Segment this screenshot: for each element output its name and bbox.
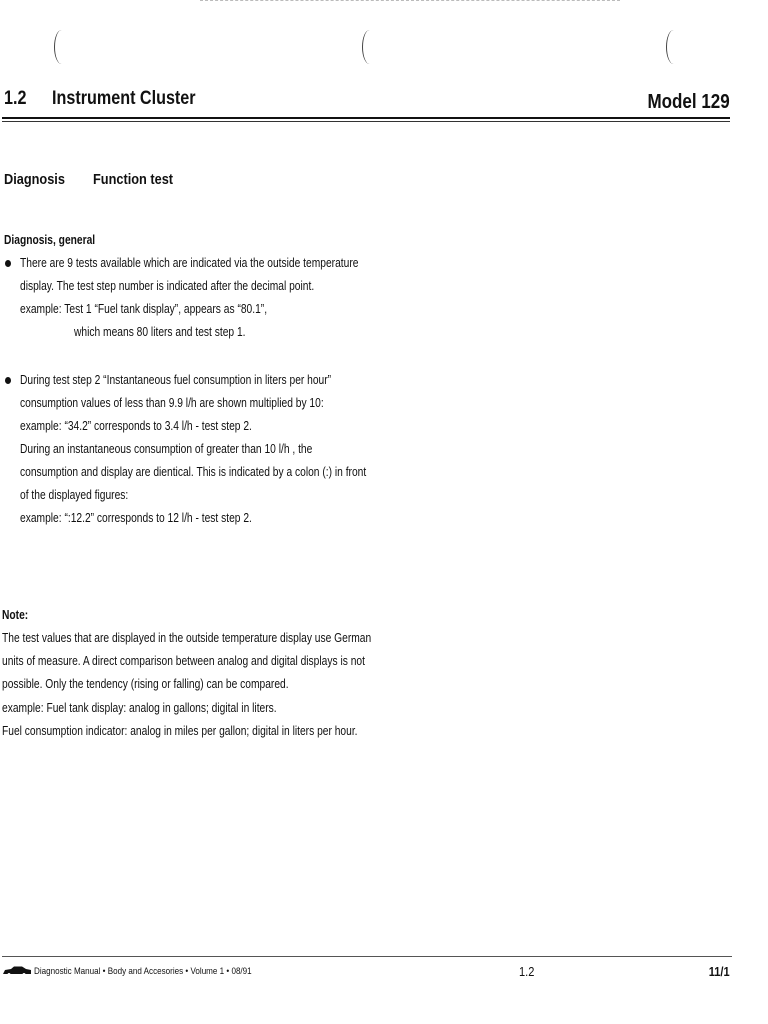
note-heading: Note: xyxy=(2,608,29,622)
binder-punch-mark xyxy=(362,30,377,64)
section-title: Instrument Cluster xyxy=(52,88,196,109)
bullet-icon xyxy=(5,377,11,384)
function-test-heading: Function test xyxy=(93,171,174,188)
model-label: Model 129 xyxy=(647,91,730,113)
body-line: consumption and display are dientical. This is indicated by a colon (:) in front xyxy=(20,465,367,479)
body-line: example: “34.2” corresponds to 3.4 l/h - test step 2. xyxy=(20,419,252,433)
body-line: example: Test 1 “Fuel tank display”, appears as “80.1”, xyxy=(20,302,268,316)
binder-punch-mark xyxy=(666,30,681,64)
body-line: During test step 2 “Instantaneous fuel consumption in liters per hour” xyxy=(20,373,332,387)
body-line: of the displayed figures: xyxy=(20,488,129,502)
body-line: example: “:12.2” corresponds to 12 l/h - test step 2. xyxy=(20,511,252,525)
header-rule xyxy=(2,117,730,119)
footer-rule xyxy=(2,956,732,957)
note-line: possible. Only the tendency (rising or falling) can be compared. xyxy=(2,677,289,691)
diagnosis-heading: Diagnosis xyxy=(4,171,65,188)
header-rule-thin xyxy=(2,121,730,122)
body-line: display. The test step number is indicated after the decimal point. xyxy=(20,279,315,293)
footer-manual-title: Diagnostic Manual • Body and Accesories • Volume 1 • 08/91 xyxy=(34,966,252,977)
section-number: 1.2 xyxy=(4,88,27,109)
body-line: There are 9 tests available which are indicated via the outside temperature xyxy=(20,256,359,270)
body-line: consumption values of less than 9.9 l/h are shown multiplied by 10: xyxy=(20,396,324,410)
scan-artifact-line xyxy=(200,0,620,2)
note-line: example: Fuel tank display: analog in gallons; digital in liters. xyxy=(2,701,277,715)
note-line: units of measure. A direct comparison between analog and digital displays is not xyxy=(2,654,365,668)
body-line: which means 80 liters and test step 1. xyxy=(74,325,246,339)
note-line: The test values that are displayed in the outside temperature display use German xyxy=(2,631,372,645)
footer-section-number: 1.2 xyxy=(519,964,535,979)
general-heading: Diagnosis, general xyxy=(4,233,96,247)
note-line: Fuel consumption indicator: analog in miles per gallon; digital in liters per hour. xyxy=(2,724,358,738)
body-line: During an instantaneous consumption of greater than 10 l/h , the xyxy=(20,442,313,456)
binder-punch-mark xyxy=(54,30,69,64)
car-logo-icon xyxy=(2,966,32,976)
bullet-icon xyxy=(5,260,11,267)
footer-page-number: 11/1 xyxy=(709,964,730,979)
